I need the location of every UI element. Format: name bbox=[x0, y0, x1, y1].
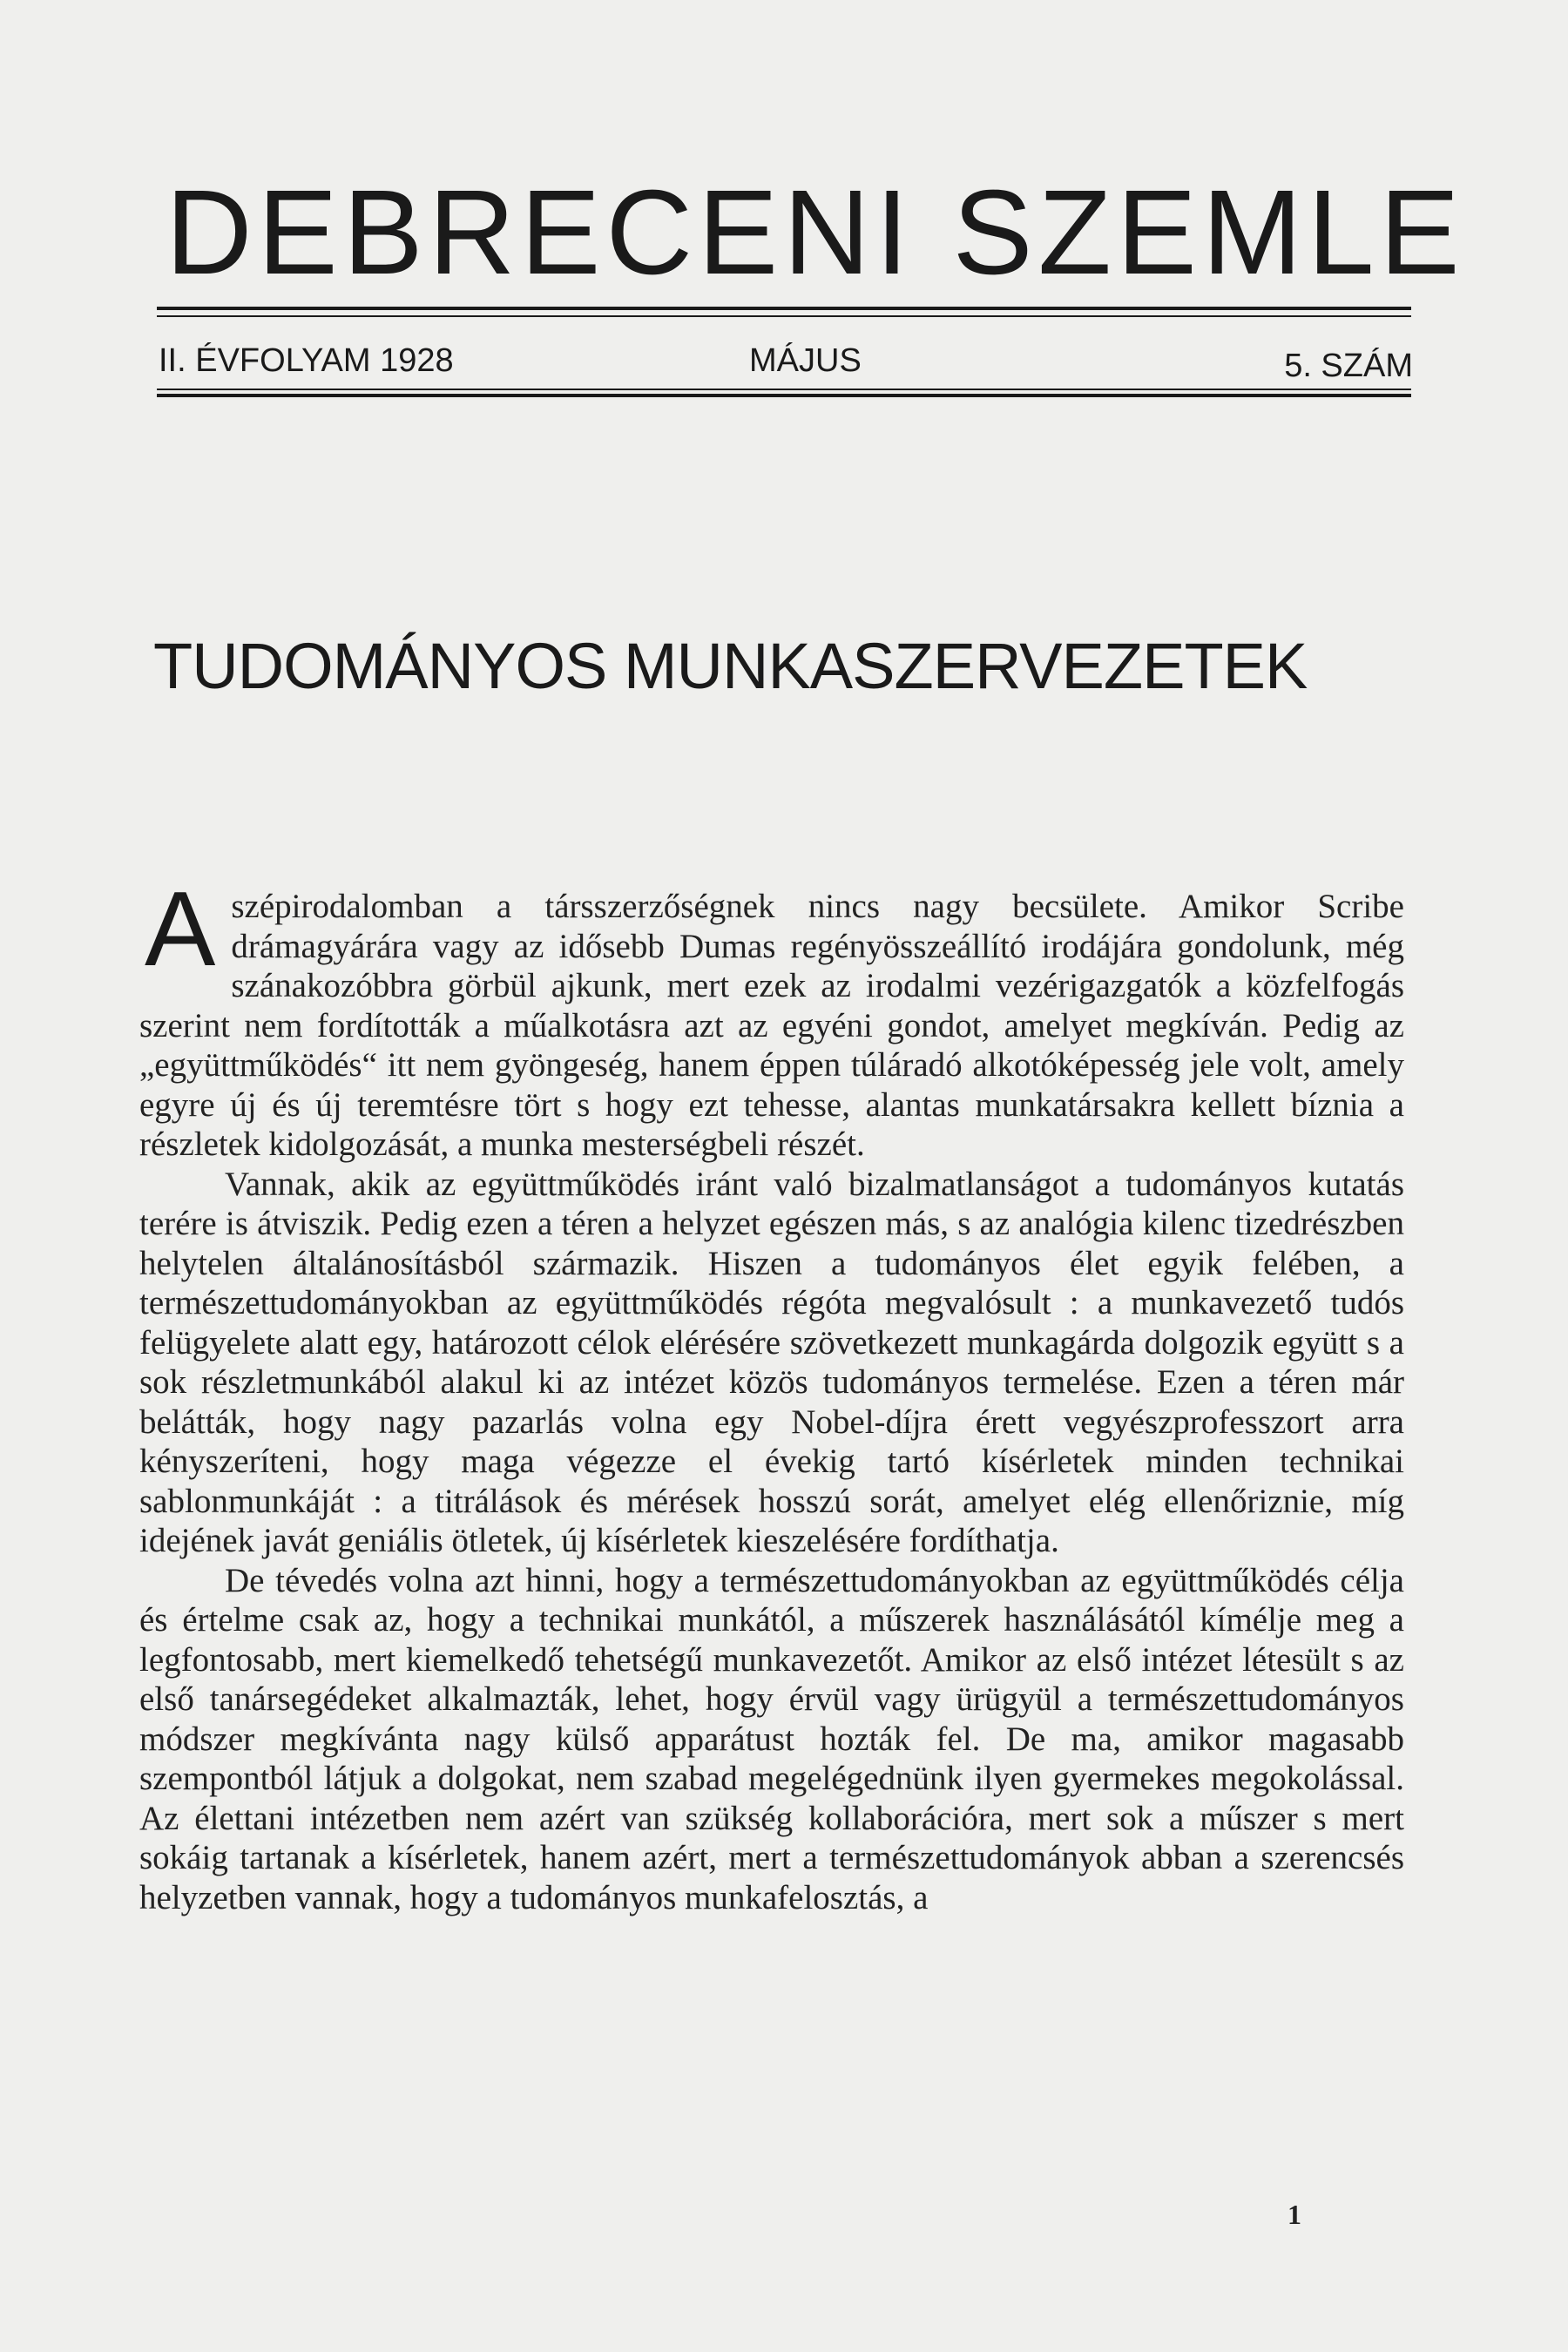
issue-volume: II. ÉVFOLYAM 1928 bbox=[159, 342, 454, 379]
paragraph-1-text: szépirodalomban a társszerzőségnek nincs nagy becsülete. Amikor Scribe drámagyárára vagy az idősebb Dumas regényösszeállító irodájára gondolunk, még szánakozóbbra görbül ajkunk, mert ezek az irodalmi vezérigazgatók a közfelfogás szerint nem fordították a műalkotásra azt az egyéni gondot, amelyet megkíván. Pedig az „együttműködés“ itt nem gyöngeség, hanem éppen túláradó alkotóképesség jele volt, amely egyre új és új teremtésre tört s hogy ezt tehesse, alantas munkatársakra kellett bíznia a részletek kidolgozását, a munka mesterségbeli részét. bbox=[139, 888, 1404, 1163]
article-body bbox=[139, 869, 1404, 1917]
paragraph-1 bbox=[139, 869, 1404, 1165]
issue-number: 5. SZÁM bbox=[1284, 348, 1413, 384]
paragraph-3: De tévedés volna azt hinni, hogy a természettudományokban az együttműködés célja és értelme csak az, hogy a technikai munkától, a műszerek használásától kímélje meg a legfontosabb, mert kiemelkedő tehetségű munkavezetőt. Amikor az első intézet létesült s az első tanársegédeket alkalmazták, lehet, hogy érvül vagy ürügyül a természettudományos módszer megkívánta nagy külső apparátust hozták fel. De ma, amikor magasabb szempontból látjuk a dolgokat, nem szabad megelégednünk ilyen gyermekes megokolással. Az élettani intézetben nem azért van szükség kollaborációra, mert sok a műszer s mert sokáig tartanak a kísérletek, hanem azért, mert a természettudományok abban a szerencsés helyzetben vannak, hogy a tudományos munkafelosztás, a bbox=[139, 1561, 1404, 1916]
masthead-rule-top bbox=[157, 307, 1411, 310]
article-title: TUDOMÁNYOS MUNKASZERVEZETEK bbox=[153, 630, 1308, 702]
masthead-rule-top-thin bbox=[157, 315, 1411, 317]
masthead-rule-bottom bbox=[157, 394, 1411, 397]
journal-title: DEBRECENI SZEMLE bbox=[166, 166, 1465, 300]
page-number: 1 bbox=[1288, 2199, 1301, 2230]
issue-info bbox=[159, 338, 1413, 383]
paragraph-2: Vannak, akik az együttműködés iránt való bizalmatlanságot a tudományos kutatás terére is átviszik. Pedig ezen a téren a helyzet egészen más, s az analógia kilenc tizedrészben helytelen általánosításból származik. Hiszen a tudományos élet egyik felében, a természettudományokban az együttműködés régóta megvalósult : a munkavezető tudós felügyelete alatt egy, határozott célok elérésére szövetkezett munkagárda dolgozik együtt s a sok részletmunkából alakul ki az intézet közös tudományos termelése. Ezen a téren már belátták, hogy nagy pazarlás volna egy Nobel-díjra érett vegyészprofesszort arra kényszeríteni, hogy maga végezze el évekig tartó kísérletek minden technikai sablonmunkáját : a titrálások és mérések hosszú sorát, amelyet elég ellenőriznie, míg idejének javát geniális ötletek, új kísérletek kieszelésére fordíthatja. bbox=[139, 1165, 1404, 1559]
issue-month: MÁJUS bbox=[749, 342, 862, 379]
masthead-rule-bottom-thin bbox=[157, 389, 1411, 390]
drop-cap: A bbox=[145, 869, 216, 988]
